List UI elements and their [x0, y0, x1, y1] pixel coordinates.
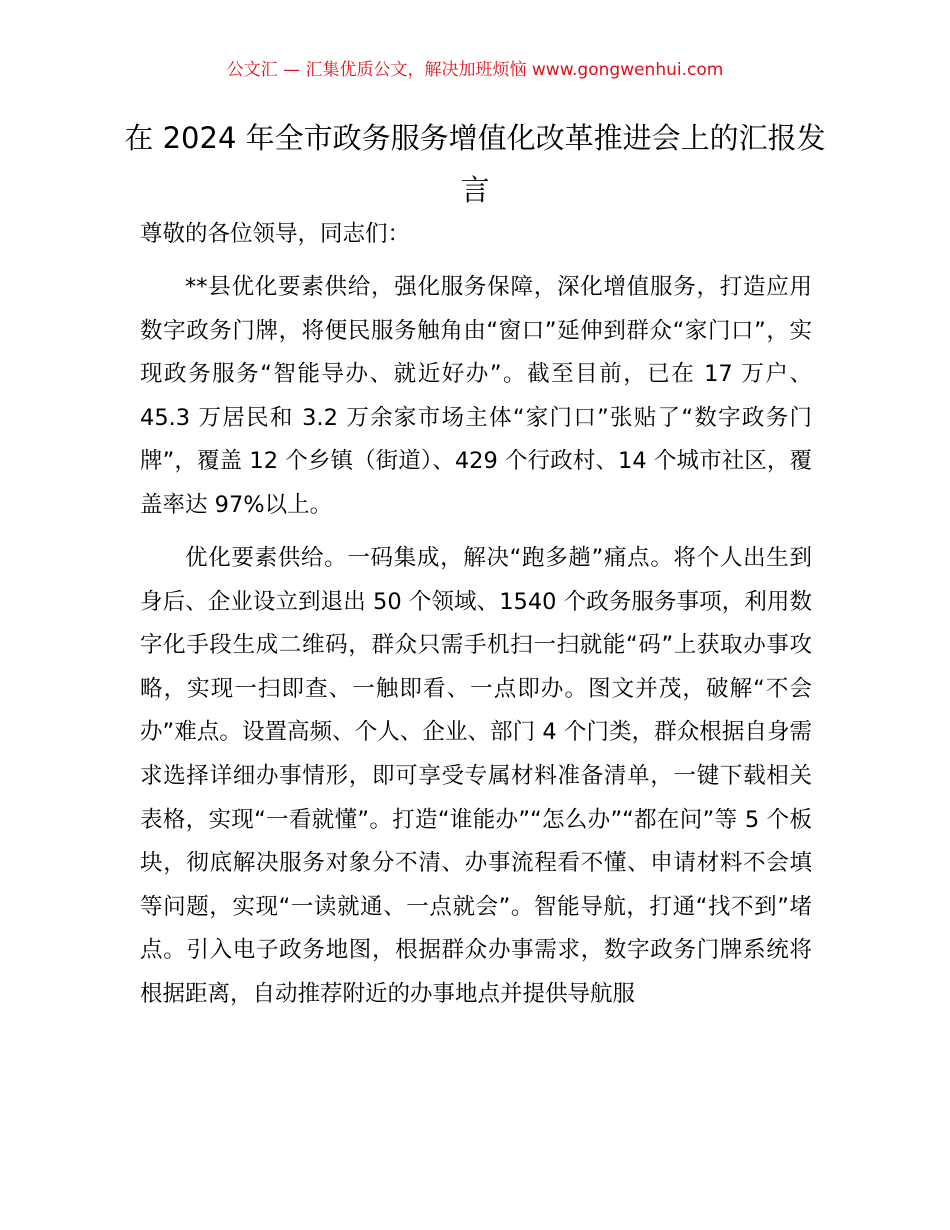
body-paragraph-1: **县优化要素供给，强化服务保障，深化增值服务，打造应用数字政务门牌，将便民服务触角由“窗口”延伸到群众“家门口”，实现政务服务“智能导办、就近好办”。截至目前，已在 17 万户、45.3 万居民和 3.2 万余家市场主体“家门口”张贴了“数字政务门牌”，覆盖 12 个乡镇（街道）、429 个行政村、14 个城市社区，覆盖率达 97%以上。: [140, 274, 812, 518]
salutation: 尊敬的各位领导，同志们：: [140, 221, 411, 247]
body-paragraph-2: 优化要素供给。一码集成，解决“跑多趟”痛点。将个人出生到身后、企业设立到退出 50 个领域、1540 个政务服务事项，利用数字化手段生成二维码，群众只需手机扫一扫就能“码”上获取办事攻略，实现一扫即查、一触即看、一点即办。图文并茂，破解“不会办”难点。设置高频、个人、企业、部门 4 个门类，群众根据自身需求选择详细办事情形，即可享受专属材料准备清单，一键下载相关表格，实现“一看就懂”。打造“谁能办”“怎么办”“都在问”等 5 个板块，彻底解决服务对象分不清、办事流程看不懂、申请材料不会填等问题，实现“一读就通、一点就会”。智能导航，打通“找不到”堵点。引入电子政务地图，根据群众办事需求，数字政务门牌系统将根据距离，自动推荐附近的办事地点并提供导航服: [140, 545, 812, 1007]
site-banner: 公文汇 — 汇集优质公文，解决加班烦恼 www.gongwenhui.com: [226, 60, 724, 80]
document-title: 在 2024 年全市政务服务增值化改革推进会上的汇报发言: [124, 121, 826, 207]
